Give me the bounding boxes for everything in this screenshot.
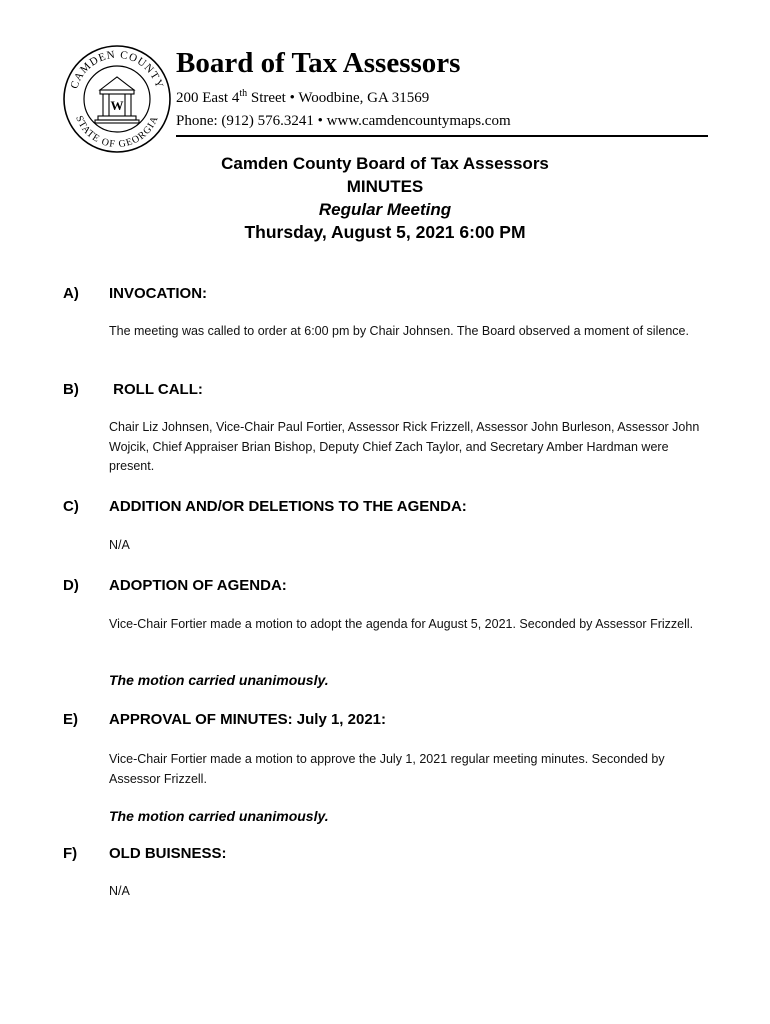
address-suffix: Street • Woodbine, GA 31569 xyxy=(247,90,430,106)
section-e-body: Vice-Chair Fortier made a motion to approve the July 1, 2021 regular meeting minutes. Seconded by Assessor Frizzell. xyxy=(109,752,665,786)
section-b-letter: B) xyxy=(63,381,79,398)
section-b-heading: ROLL CALL: xyxy=(109,381,203,398)
section-a-letter: A) xyxy=(63,285,79,302)
section-e-letter: E) xyxy=(63,711,78,728)
seal-bottom-text: STATE OF GEORGIA xyxy=(73,114,161,151)
section-d-motion: The motion carried unanimously. xyxy=(109,672,329,688)
section-a-body: The meeting was called to order at 6:00 pm by Chair Johnsen. The Board observed a moment of silence. xyxy=(109,324,689,338)
title-line-4: Thursday, August 5, 2021 6:00 PM xyxy=(244,222,526,242)
section-c-body: N/A xyxy=(109,538,130,552)
address-sup: th xyxy=(239,88,248,99)
seal-top-text: CAMDEN COUNTY xyxy=(68,48,166,91)
section-d-letter: D) xyxy=(63,577,79,594)
section-b-body: Chair Liz Johnsen, Vice-Chair Paul Fortier, Assessor Rick Frizzell, Assessor John Burleson, Assessor John Wojcik, Chief Appraiser Brian Bishop, Deputy Chief Zach Taylor, and Secretary Amber Hardman were present. xyxy=(109,420,700,473)
section-d-heading: ADOPTION OF AGENDA: xyxy=(109,577,287,594)
section-d-body: Vice-Chair Fortier made a motion to adopt the agenda for August 5, 2021. Seconded by Assessor Frizzell. xyxy=(109,617,694,631)
county-seal-icon xyxy=(62,44,172,154)
title-line-3: Regular Meeting xyxy=(318,200,452,219)
title-line-2: MINUTES xyxy=(346,177,424,196)
section-c-heading: ADDITION AND/OR DELETIONS TO THE AGENDA: xyxy=(109,498,467,515)
seal-center-letter: W xyxy=(110,98,124,113)
title-line-1: Camden County Board of Tax Assessors xyxy=(221,154,549,173)
phone-line: Phone: (912) 576.3241 • www.camdencountymaps.com xyxy=(176,113,511,129)
org-name: Board of Tax Assessors xyxy=(176,47,461,79)
address-line xyxy=(176,88,429,108)
svg-text:CAMDEN COUNTY xyxy=(68,49,165,91)
address-prefix: 200 East 4 xyxy=(176,90,240,106)
section-e-heading: APPROVAL OF MINUTES: July 1, 2021: xyxy=(109,711,387,728)
letterhead-divider xyxy=(176,135,708,137)
section-f-heading: OLD BUISNESS: xyxy=(109,845,227,862)
section-c-letter: C) xyxy=(63,498,79,515)
section-f-body: N/A xyxy=(109,884,130,898)
section-f-letter: F) xyxy=(63,845,78,862)
section-a-heading: INVOCATION: xyxy=(109,285,208,302)
title-block xyxy=(0,152,770,244)
section-e-motion: The motion carried unanimously. xyxy=(109,808,329,824)
